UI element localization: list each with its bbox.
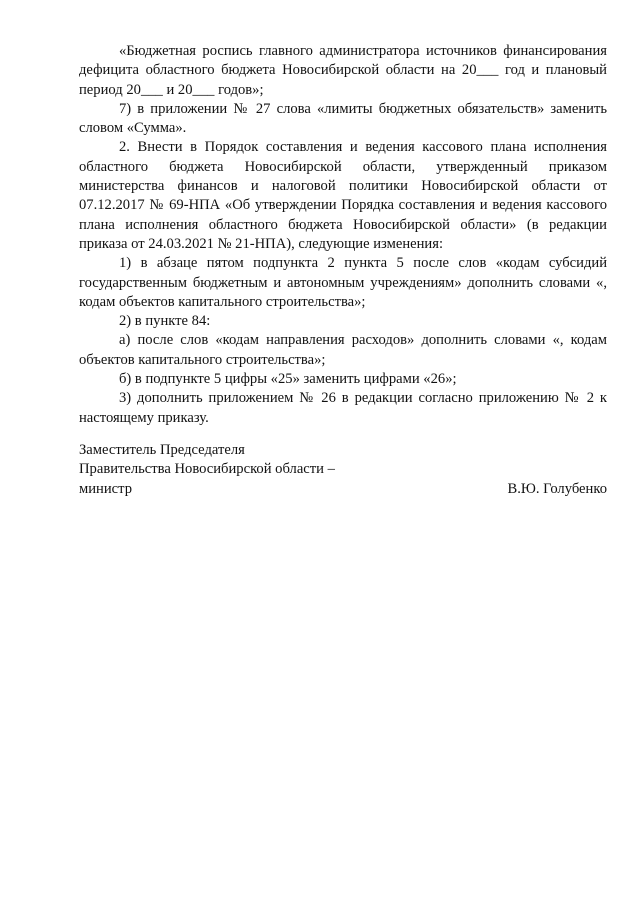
signatory-row xyxy=(79,480,607,499)
paragraph-subitem-a: а) после слов «кодам направления расходов» дополнить словами «, кодам объектов капитального строительства»; xyxy=(79,332,607,368)
signatory-position-line-3: министр xyxy=(79,480,132,497)
paragraph-item-3: 3) дополнить приложением № 26 в редакции согласно приложению № 2 к настоящему приказу. xyxy=(79,390,607,426)
document-body xyxy=(79,42,607,428)
signature-block xyxy=(79,441,607,499)
signatory-name: В.Ю. Голубенко xyxy=(507,480,607,497)
paragraph-budget-schedule-title: «Бюджетная роспись главного администратора источников финансирования дефицита областного бюджета Новосибирской области на 20___ год и плановый период 20___ и 20___ годов»; xyxy=(79,43,607,98)
paragraph-subitem-b: б) в подпункте 5 цифры «25» заменить цифрами «26»; xyxy=(119,371,457,388)
signatory-position-line-1: Заместитель Председателя xyxy=(79,442,245,458)
paragraph-item-7: 7) в приложении № 27 слова «лимиты бюджетных обязательств» заменить словом «Сумма». xyxy=(79,100,607,137)
paragraph-section-2: 2. Внести в Порядок составления и ведения кассового плана исполнения областного бюджета Новосибирской области, утвержденный приказом министерства финансов и налоговой политики Новосибирской области от 07.12.2017 № 69-НПА «Об утверждении Порядка составления и ведения кассового плана исполнения областного бюджета Новосибирской области» (в редакции приказа от 24.03.2021 № 21-НПА), следующие изменения: xyxy=(79,139,607,252)
paragraph-item-1: 1) в абзаце пятом подпункта 2 пункта 5 после слов «кодам субсидий государственным бюджетным и автономным учреждениям» дополнить словами «, кодам объектов капитального строительства»; xyxy=(79,255,607,310)
signatory-position-line-2: Правительства Новосибирской области – xyxy=(79,461,335,478)
paragraph-item-2: 2) в пункте 84: xyxy=(119,313,211,330)
